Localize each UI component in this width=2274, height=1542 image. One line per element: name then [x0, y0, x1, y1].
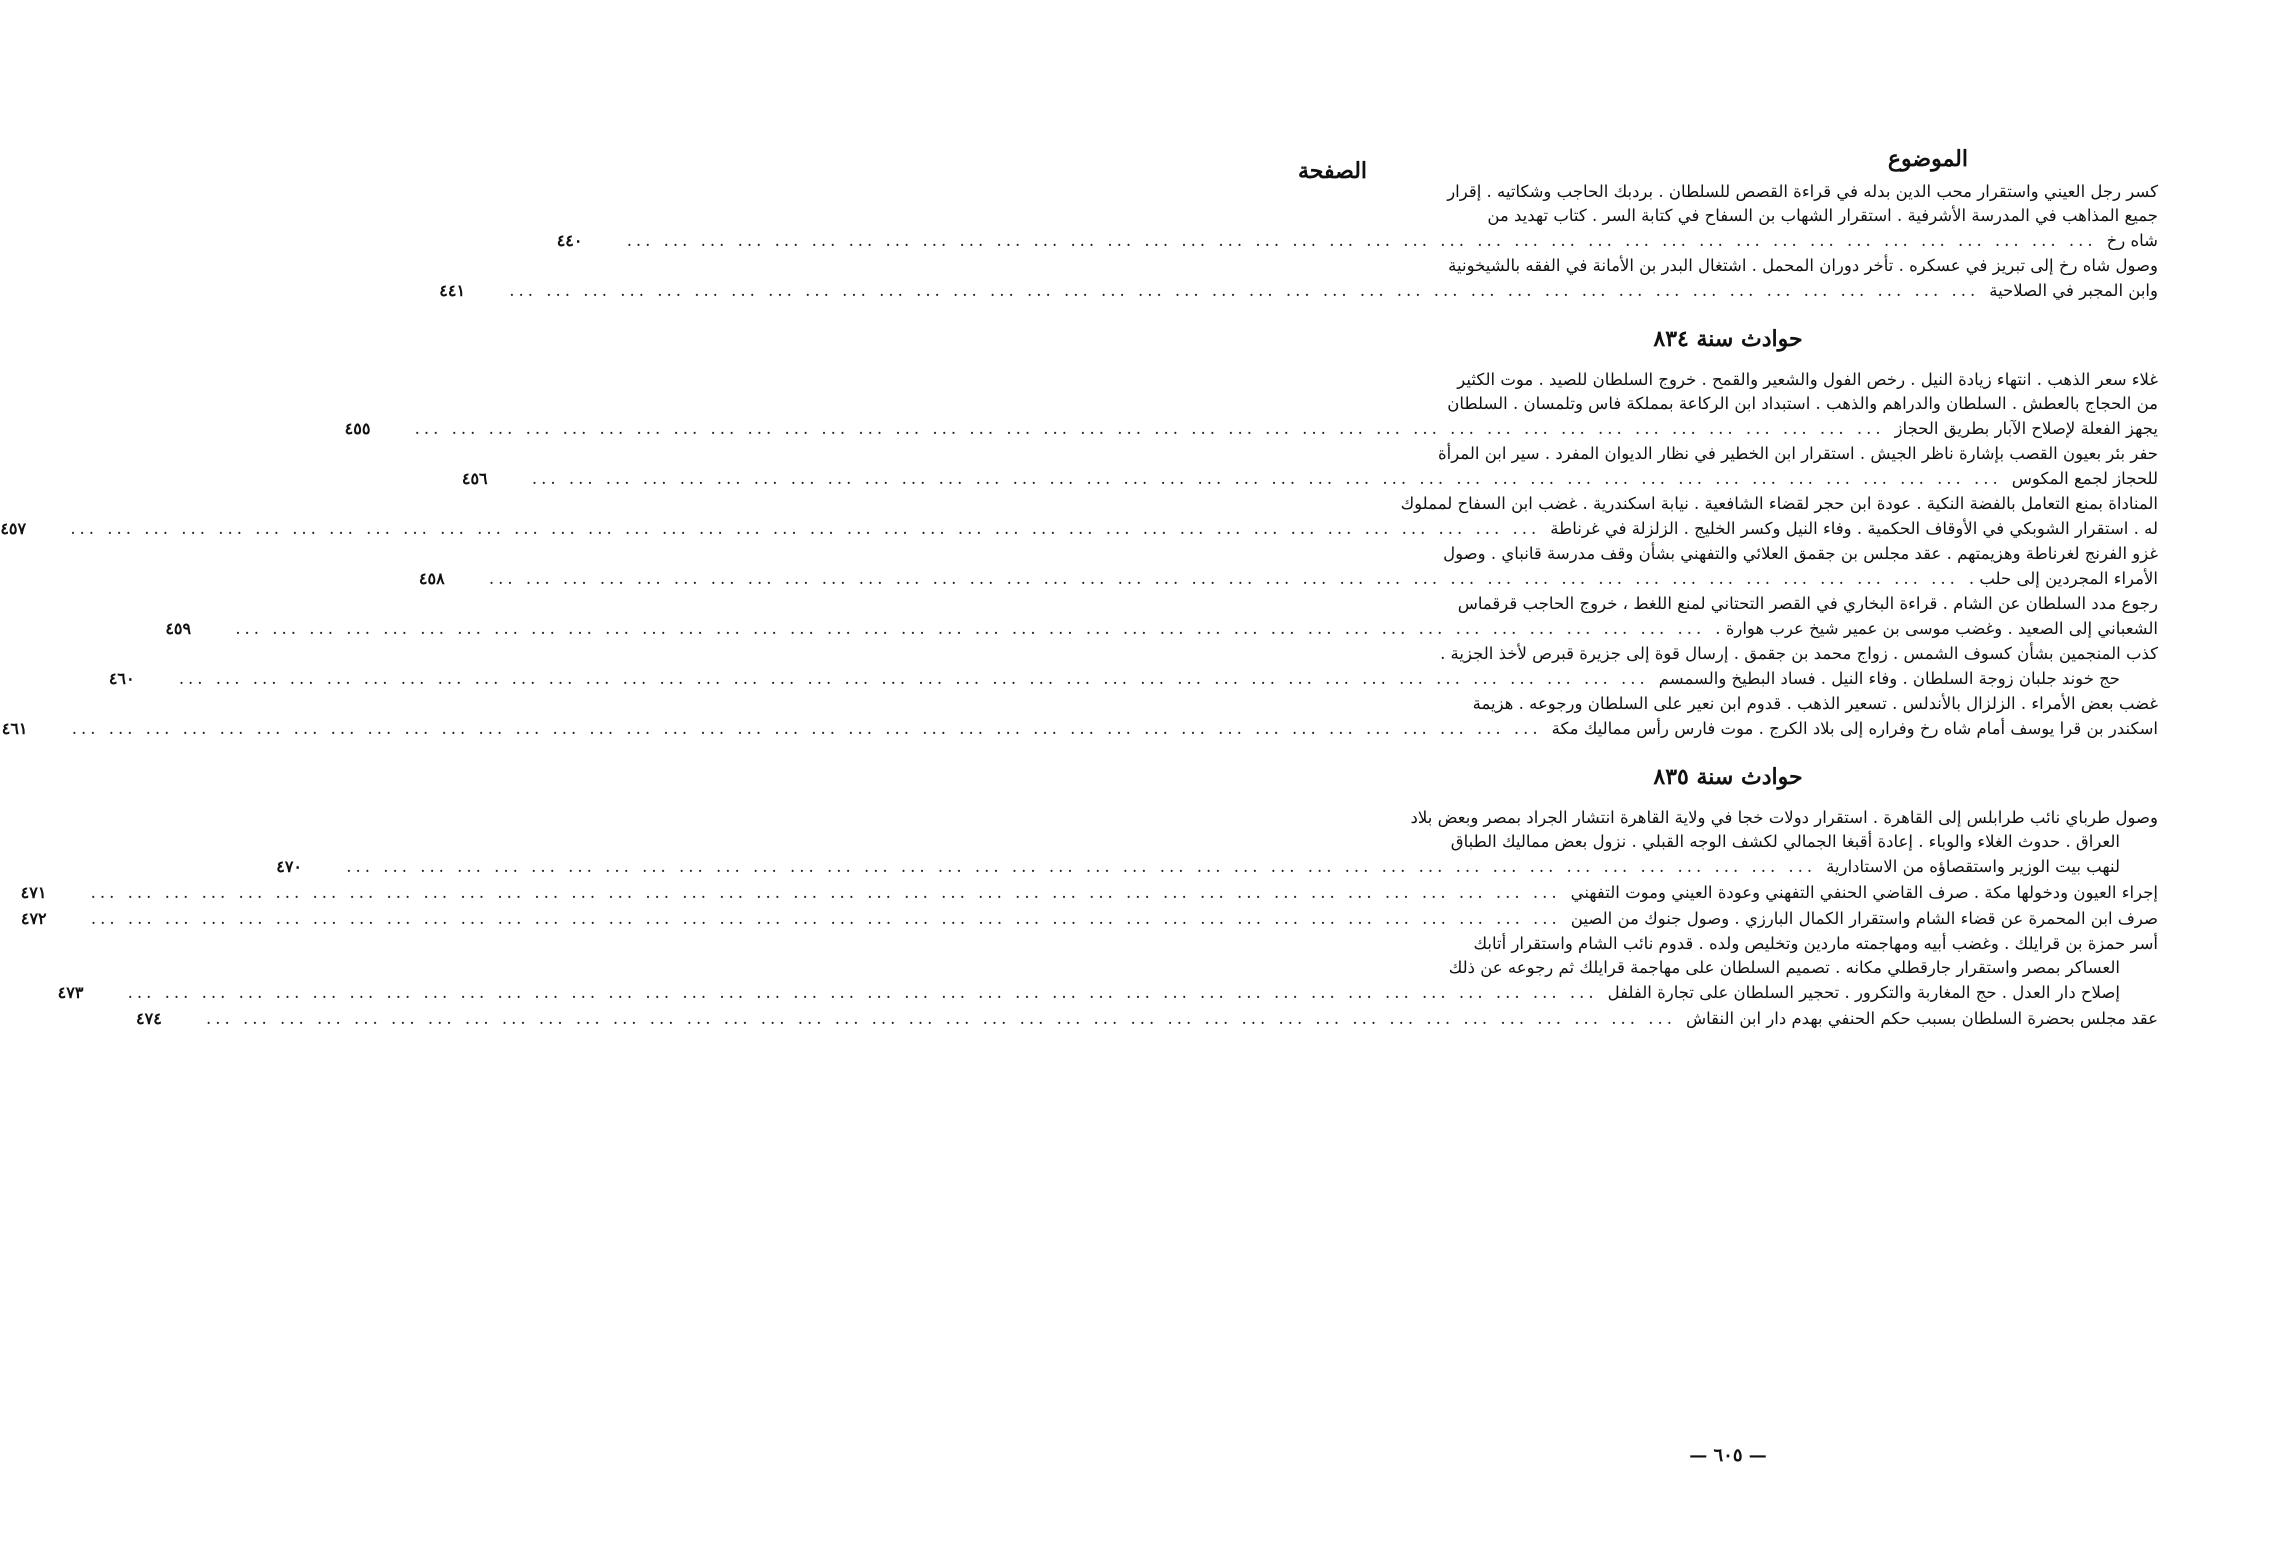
entry-page-number: ٤٧٣ [57, 983, 84, 1002]
entry-last-line [344, 416, 2158, 442]
entry-page-number: ٤٦٠ [108, 669, 135, 688]
entry-text-line: حفر بئر بعيون القصب بإشارة ناظر الجيش . استقرار ابن الخطير في نظار الديوان المفرد . سير ابن المرأة [1437, 444, 2158, 463]
index-entry [20, 906, 2158, 932]
index-entry [461, 442, 2158, 492]
index-entry [108, 642, 2158, 692]
entry-last-line [20, 880, 2158, 906]
entry-page-number: ٤٧١ [20, 883, 47, 902]
entry-last-line [20, 906, 2158, 932]
entry-text-line: غضب بعض الأمراء . الزلزال بالأندلس . تسعير الذهب . قدوم ابن نعير على السلطان ورجوعه . هزيمة [1472, 694, 2158, 713]
entry-text-line: له . استقرار الشوبكي في الأوقاف الحكمية . وفاء النيل وكسر الخليج . الزلزلة في غرناطة [1550, 519, 2158, 538]
untitled-entries-block [439, 180, 2158, 304]
page-number: — ٦٠٥ — [1689, 1445, 1767, 1466]
entry-last-line [418, 566, 2158, 592]
index-entry [344, 368, 2158, 442]
entry-last-line [57, 980, 2158, 1006]
section-835-entries [20, 806, 2158, 1032]
entry-page-number: ٤٤١ [439, 281, 466, 300]
dot-leader: ... ... ... ... ... ... ... ... ... ... ... ... ... ... ... ... ... ... ... ... ... ... ... ... ... ... ... ... ... ... ... ... ... ... ... ... ... ... ... ... [90, 883, 1561, 902]
dot-leader: ... ... ... ... ... ... ... ... ... ... ... ... ... ... ... ... ... ... ... ... ... ... ... ... ... ... ... ... ... ... ... ... ... ... ... ... ... ... ... ... [488, 569, 1959, 588]
dot-leader: ... ... ... ... ... ... ... ... ... ... ... ... ... ... ... ... ... ... ... ... ... ... ... ... ... ... ... ... ... ... ... ... ... ... ... ... ... ... ... ... [71, 719, 1542, 738]
entry-text-line: كذب المنجمين بشأن كسوف الشمس . زواج محمد بن جقمق . إرسال قوة إلى جزيرة قبرص لأخذ الجزية . [1440, 644, 2158, 663]
dot-leader: ... ... ... ... ... ... ... ... ... ... ... ... ... ... ... ... ... ... ... ... ... ... ... ... ... ... ... ... ... ... ... ... ... ... ... ... ... ... ... ... [531, 469, 2002, 488]
entry-text-line: أسر حمزة بن قرايلك . وغضب أبيه ومهاجمته ماردين وتخليص ولده . قدوم نائب الشام واستقرار أتابك [1473, 934, 2158, 953]
index-entry [57, 932, 2158, 1006]
index-entry [276, 806, 2158, 880]
entry-last-line [108, 666, 2158, 692]
entry-page-number: ٤٥٥ [344, 419, 371, 438]
entry-page-number: ٤٥٧ [0, 519, 27, 538]
entry-text-line: يجهز الفعلة لإصلاح الآبار بطريق الحجاز [1894, 419, 2158, 438]
entry-text-line: كسر رجل العيني واستقرار محب الدين بدله في قراءة القصص للسلطان . بردبك الحاجب وشكاتيه . إقرار [1447, 182, 2158, 201]
entry-text-line: إجراء العيون ودخولها مكة . صرف القاضي الحنفي التفهني وعودة العيني وموت التفهني [1570, 883, 2158, 902]
entry-text-line: غزو الفرنج لغرناطة وهزيمتهم . عقد مجلس بن جقمق العلائي والتفهني بشأن وقف مدرسة قانباي . وصول [1443, 544, 2158, 563]
dot-leader: ... ... ... ... ... ... ... ... ... ... ... ... ... ... ... ... ... ... ... ... ... ... ... ... ... ... ... ... ... ... ... ... ... ... ... ... ... ... ... ... [127, 983, 1598, 1002]
entry-last-line [1, 716, 2158, 742]
index-entry [418, 542, 2158, 592]
entry-text-line: من الحجاج بالعطش . السلطان والدراهم والذهب . استبداد ابن الركاعة بمملكة فاس وتلمسان . السلطان [1447, 394, 2158, 413]
index-entry [1, 692, 2158, 742]
entry-last-line [461, 466, 2158, 492]
topic-column-header: الموضوع [1887, 146, 1968, 172]
dot-leader: ... ... ... ... ... ... ... ... ... ... ... ... ... ... ... ... ... ... ... ... ... ... ... ... ... ... ... ... ... ... ... ... ... ... ... ... ... ... ... ... [414, 419, 1885, 438]
entry-last-line [556, 228, 2158, 254]
entry-text-line: حج خوند جلبان زوجة السلطان . وفاء النيل . فساد البطيخ والسمسم [1658, 669, 2120, 688]
entry-page-number: ٤٧٤ [136, 1009, 162, 1028]
entry-text-line: إصلاح دار العدل . حج المغاربة والتكرور . تحجير السلطان على تجارة الفلفل [1607, 983, 2120, 1002]
entry-text-line: جميع المذاهب في المدرسة الأشرفية . استقرار الشهاب بن السفاح في كتابة السر . كتاب تهديد من [1487, 206, 2158, 225]
index-page [0, 140, 2158, 1480]
entry-text-line: شاه رخ [2106, 231, 2158, 250]
section-title-834: حوادث سنة ٨٣٤ [1653, 326, 1803, 352]
section-title-835: حوادث سنة ٨٣٥ [1653, 764, 1803, 790]
entry-text-line: صرف ابن المحمرة عن قضاء الشام واستقرار الكمال البارزي . وصول جنوك من الصين [1570, 909, 2158, 928]
entry-text-line: اسكندر بن قرا يوسف أمام شاه رخ وفراره إلى بلاد الكرج . موت فارس رأس مماليك مكة [1551, 719, 2158, 738]
entry-text-line: المناداة بمنع التعامل بالفضة النكية . عودة ابن حجر لقضاء الشافعية . نيابة اسكندرية . غضب ابن السفاح لمملوك [1400, 494, 2158, 513]
dot-leader: ... ... ... ... ... ... ... ... ... ... ... ... ... ... ... ... ... ... ... ... ... ... ... ... ... ... ... ... ... ... ... ... ... ... ... ... ... ... ... ... [206, 1009, 1676, 1028]
entry-last-line [276, 854, 2158, 880]
entry-page-number: ٤٤٠ [556, 231, 583, 250]
entry-text-line: للحجاز لجمع المكوس [2011, 469, 2158, 488]
index-entry [439, 254, 2158, 304]
entry-text-line: لنهب بيت الوزير واستقصاؤه من الاستادارية [1826, 857, 2120, 876]
dot-leader: ... ... ... ... ... ... ... ... ... ... ... ... ... ... ... ... ... ... ... ... ... ... ... ... ... ... ... ... ... ... ... ... ... ... ... ... ... ... ... ... [346, 857, 1817, 876]
entry-text-line: وصول شاه رخ إلى تبريز في عسكره . تأخر دوران المحمل . اشتغال البدر بن الأمانة في الفقه بالشيخونية [1448, 256, 2158, 275]
index-entry [556, 180, 2158, 254]
entry-text-line: الأمراء المجردين إلى حلب . [1968, 569, 2158, 588]
dot-leader: ... ... ... ... ... ... ... ... ... ... ... ... ... ... ... ... ... ... ... ... ... ... ... ... ... ... ... ... ... ... ... ... ... ... ... ... ... ... ... ... [626, 231, 2097, 250]
index-entry [136, 1006, 2158, 1032]
entry-page-number: ٤٥٨ [418, 569, 445, 588]
entry-page-number: ٤٥٩ [165, 619, 192, 638]
entry-page-number: ٤٧٠ [276, 857, 303, 876]
entry-text-line: العساكر بمصر واستقرار جارقطلي مكانه . تصميم السلطان على مهاجمة قرايلك ثم رجوعه عن ذلك [1448, 958, 2120, 977]
entry-text-line: وابن المجبر في الصلاحية [1989, 281, 2158, 300]
dot-leader: ... ... ... ... ... ... ... ... ... ... ... ... ... ... ... ... ... ... ... ... ... ... ... ... ... ... ... ... ... ... ... ... ... ... ... ... ... ... ... ... [70, 519, 1541, 538]
entry-text-line: رجوع مدد السلطان عن الشام . قراءة البخاري في القصر التحتاني لمنع اللغط ، خروج الحاجب قرقماس [1457, 594, 2158, 613]
entry-page-number: ٤٧٢ [20, 909, 47, 928]
entry-page-number: ٤٥٦ [461, 469, 488, 488]
dot-leader: ... ... ... ... ... ... ... ... ... ... ... ... ... ... ... ... ... ... ... ... ... ... ... ... ... ... ... ... ... ... ... ... ... ... ... ... ... ... ... ... [178, 669, 1649, 688]
page-column-header: الصفحة [1298, 158, 1368, 184]
entry-text-line: غلاء سعر الذهب . انتهاء زيادة النيل . رخص الفول والشعير والقمح . خروج السلطان للصيد . موت الكثير [1457, 370, 2158, 389]
section-834-entries [0, 368, 2158, 742]
entry-last-line [165, 616, 2158, 642]
dot-leader: ... ... ... ... ... ... ... ... ... ... ... ... ... ... ... ... ... ... ... ... ... ... ... ... ... ... ... ... ... ... ... ... ... ... ... ... ... ... ... ... [90, 909, 1561, 928]
dot-leader: ... ... ... ... ... ... ... ... ... ... ... ... ... ... ... ... ... ... ... ... ... ... ... ... ... ... ... ... ... ... ... ... ... ... ... ... ... ... ... ... [509, 281, 1980, 300]
entry-last-line [0, 516, 2158, 542]
entry-last-line [439, 278, 2158, 304]
entry-text-line: وصول طرباي نائب طرابلس إلى القاهرة . استقرار دولات خجا في ولاية القاهرة انتشار الجراد بمصر وبعض بلاد [1410, 808, 2158, 827]
column-headers [1298, 140, 2158, 184]
entry-text-line: العراق . حدوث الغلاء والوباء . إعادة أقبغا الجمالي لكشف الوجه القبلي . نزول بعض مماليك الطباق [1450, 832, 2120, 851]
index-entry [20, 880, 2158, 906]
entry-text-line: الشعباني إلى الصعيد . وغضب موسى بن عمير شيخ عرب هوارة . [1715, 619, 2158, 638]
entry-page-number: ٤٦١ [1, 719, 28, 738]
entry-last-line [136, 1006, 2158, 1032]
entry-text-line: عقد مجلس بحضرة السلطان بسبب حكم الحنفي بهدم دار ابن النقاش [1685, 1009, 2158, 1028]
index-entry [165, 592, 2158, 642]
index-entry [0, 492, 2158, 542]
dot-leader: ... ... ... ... ... ... ... ... ... ... ... ... ... ... ... ... ... ... ... ... ... ... ... ... ... ... ... ... ... ... ... ... ... ... ... ... ... ... ... ... [235, 619, 1706, 638]
